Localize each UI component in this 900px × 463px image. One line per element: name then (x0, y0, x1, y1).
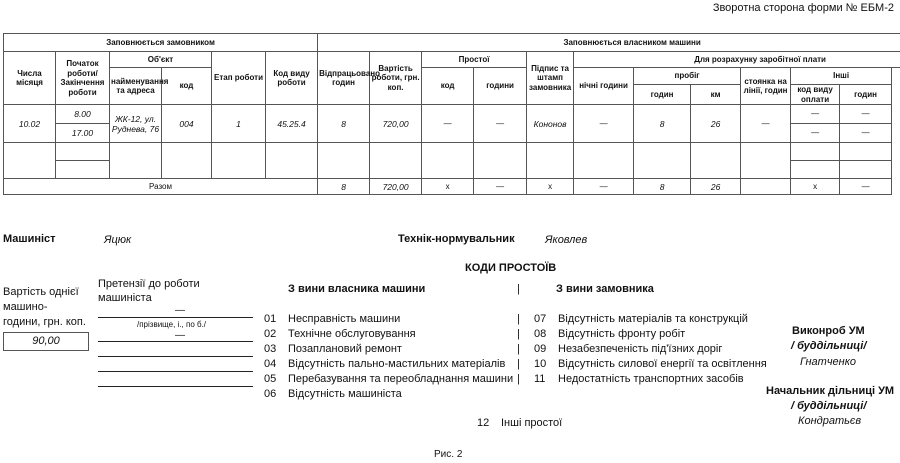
work-log-table (3, 33, 900, 195)
empty-cell (56, 143, 110, 161)
empty-cell (527, 143, 574, 179)
empty-cell (110, 143, 162, 179)
empty-cell (370, 143, 422, 179)
claims-line (98, 341, 253, 342)
claims-line (98, 317, 253, 318)
owner-code-item: 05 Перебазування та переобладнання машини (264, 373, 514, 385)
total-cost: 720,00 (370, 179, 422, 195)
empty-cell (162, 143, 212, 179)
owner-fault-heading: З вини власника машини (288, 283, 426, 295)
separator: | (517, 373, 520, 385)
col-hours-worked: Відпрацьовано годин (318, 52, 370, 105)
cell-other-hours-2: — (840, 124, 892, 143)
customer-code-item: 11 Недостатність транспортних засобів (534, 373, 744, 385)
claims-dash-2: — (175, 330, 185, 341)
foreman-label-2: / буддільниці/ (791, 340, 867, 352)
form-title: Зворотна сторона форми № ЕБМ-2 (712, 2, 894, 14)
total-night: — (574, 179, 634, 195)
col-downtime-hours: години (474, 68, 527, 105)
empty-cell (422, 143, 474, 179)
empty-cell (791, 161, 840, 179)
separator: | (517, 343, 520, 355)
col-cost: Вартість роботи, грн. коп. (370, 52, 422, 105)
cell-parking: — (741, 105, 791, 143)
owner-code-item: 03 Позаплановий ремонт (264, 343, 402, 355)
empty-cell (691, 143, 741, 179)
foreman-name: Гнатченко (800, 356, 857, 368)
col-mileage-hours: годин (634, 85, 691, 105)
total-other-code: х (791, 179, 840, 195)
separator: | (517, 313, 520, 325)
cell-mileage-hours: 8 (634, 105, 691, 143)
col-work-code: Код виду роботи (266, 52, 318, 105)
cell-stage: 1 (212, 105, 266, 143)
codes-title: КОДИ ПРОСТОЇВ (465, 262, 557, 274)
owner-section-header: Заповнюється власником машини (318, 34, 900, 52)
chief-label-1: Начальник дільниці УМ (766, 385, 895, 397)
separator: | (517, 328, 520, 340)
col-object-code: код (162, 68, 212, 105)
total-downtime-code: х (422, 179, 474, 195)
owner-code-item: 06 Відсутність машиніста (264, 388, 402, 400)
cell-object-code: 004 (162, 105, 212, 143)
col-stage: Етап роботи (212, 52, 266, 105)
total-downtime-hours: — (474, 179, 527, 195)
cell-end: 17.00 (56, 124, 110, 143)
other-code-item: 12 Інші простої (477, 417, 563, 429)
chief-name: Кондратьєв (798, 415, 862, 427)
empty-cell (634, 143, 691, 179)
separator: | (517, 358, 520, 370)
total-signature: х (527, 179, 574, 195)
empty-cell (474, 143, 527, 179)
empty-cell (574, 143, 634, 179)
col-parking: стоянка на лінії, годин (741, 68, 791, 105)
empty-cell (741, 143, 791, 179)
owner-code-item: 01 Несправність машини (264, 313, 401, 325)
col-mileage: пробіг (634, 68, 741, 85)
customer-code-item: 09 Незабезпеченість під'їзних доріг (534, 343, 723, 355)
total-mileage-km: 26 (691, 179, 741, 195)
cell-date: 10.02 (4, 105, 56, 143)
cell-other-code-2: — (791, 124, 840, 143)
cell-start: 8.00 (56, 105, 110, 124)
customer-section-header: Заповнюється замовником (4, 34, 318, 52)
total-other-hours: — (840, 179, 892, 195)
cell-other-hours-1: — (840, 105, 892, 124)
claims-caption: /прізвище, і., по б./ (137, 320, 207, 329)
empty-cell (4, 143, 56, 179)
hour-cost-label: Вартість однієї машино- години, грн. коп. (3, 286, 86, 328)
figure-caption: Рис. 2 (434, 449, 463, 460)
col-date: Числа місяця (4, 52, 56, 105)
total-hours: 8 (318, 179, 370, 195)
hour-cost-value: 90,00 (3, 332, 89, 351)
empty-cell (840, 161, 892, 179)
empty-cell (266, 143, 318, 179)
chief-label-2: / буддільниці/ (791, 400, 867, 412)
cell-mileage-km: 26 (691, 105, 741, 143)
claims-line (98, 371, 253, 372)
cell-cost: 720,00 (370, 105, 422, 143)
cell-night: — (574, 105, 634, 143)
owner-code-item: 04 Відсутність пально-мастильних матеріалів (264, 358, 506, 370)
col-downtime: Простої (422, 52, 527, 68)
cell-work-code: 45.25.4 (266, 105, 318, 143)
total-label: Разом (4, 179, 318, 195)
col-salary: Для розрахунку заробітної плати (574, 52, 900, 68)
total-parking (741, 179, 791, 195)
col-start-end: Початок роботи/ Закінчення роботи (56, 52, 110, 105)
col-mileage-km: км (691, 85, 741, 105)
customer-fault-heading: З вини замовника (556, 283, 654, 295)
cell-other-code-1: — (791, 105, 840, 124)
cell-hours: 8 (318, 105, 370, 143)
cell-signature: Кононов (527, 105, 574, 143)
cell-object: ЖК-12, ул. Руднева, 76 (110, 105, 162, 143)
claims-line (98, 356, 253, 357)
empty-cell (212, 143, 266, 179)
total-mileage-hours: 8 (634, 179, 691, 195)
col-downtime-code: код (422, 68, 474, 105)
col-object-name: найменування та адреса (110, 68, 162, 105)
col-other: Інші (791, 68, 892, 85)
owner-code-item: 02 Технічне обслуговування (264, 328, 416, 340)
col-other-hours: годин (840, 85, 892, 105)
driver-label: Машиніст (3, 233, 56, 245)
col-other-code: код виду оплати (791, 85, 840, 105)
col-object: Об'єкт (110, 52, 212, 68)
separator: | (517, 283, 520, 295)
tech-label: Технік-нормувальник (398, 233, 515, 245)
tech-name: Яковлев (545, 234, 588, 246)
driver-name: Яцюк (104, 234, 132, 246)
empty-cell (840, 143, 892, 161)
claims-label: Претензії до роботи машиніста (98, 278, 200, 304)
cell-downtime-hours: — (474, 105, 527, 143)
cell-downtime-code: — (422, 105, 474, 143)
customer-code-item: 07 Відсутність матеріалів та конструкцій (534, 313, 748, 325)
customer-code-item: 08 Відсутність фронту робіт (534, 328, 686, 340)
col-night-hours: нічні години (574, 68, 634, 105)
col-signature: Підпис та штамп замовника (527, 52, 574, 105)
empty-cell (318, 143, 370, 179)
empty-cell (791, 143, 840, 161)
empty-cell (56, 161, 110, 179)
claims-line (98, 386, 253, 387)
claims-dash-1: — (175, 305, 185, 316)
foreman-label-1: Виконроб УМ (792, 325, 865, 337)
customer-code-item: 10 Відсутність силової енергії та освітлення (534, 358, 767, 370)
